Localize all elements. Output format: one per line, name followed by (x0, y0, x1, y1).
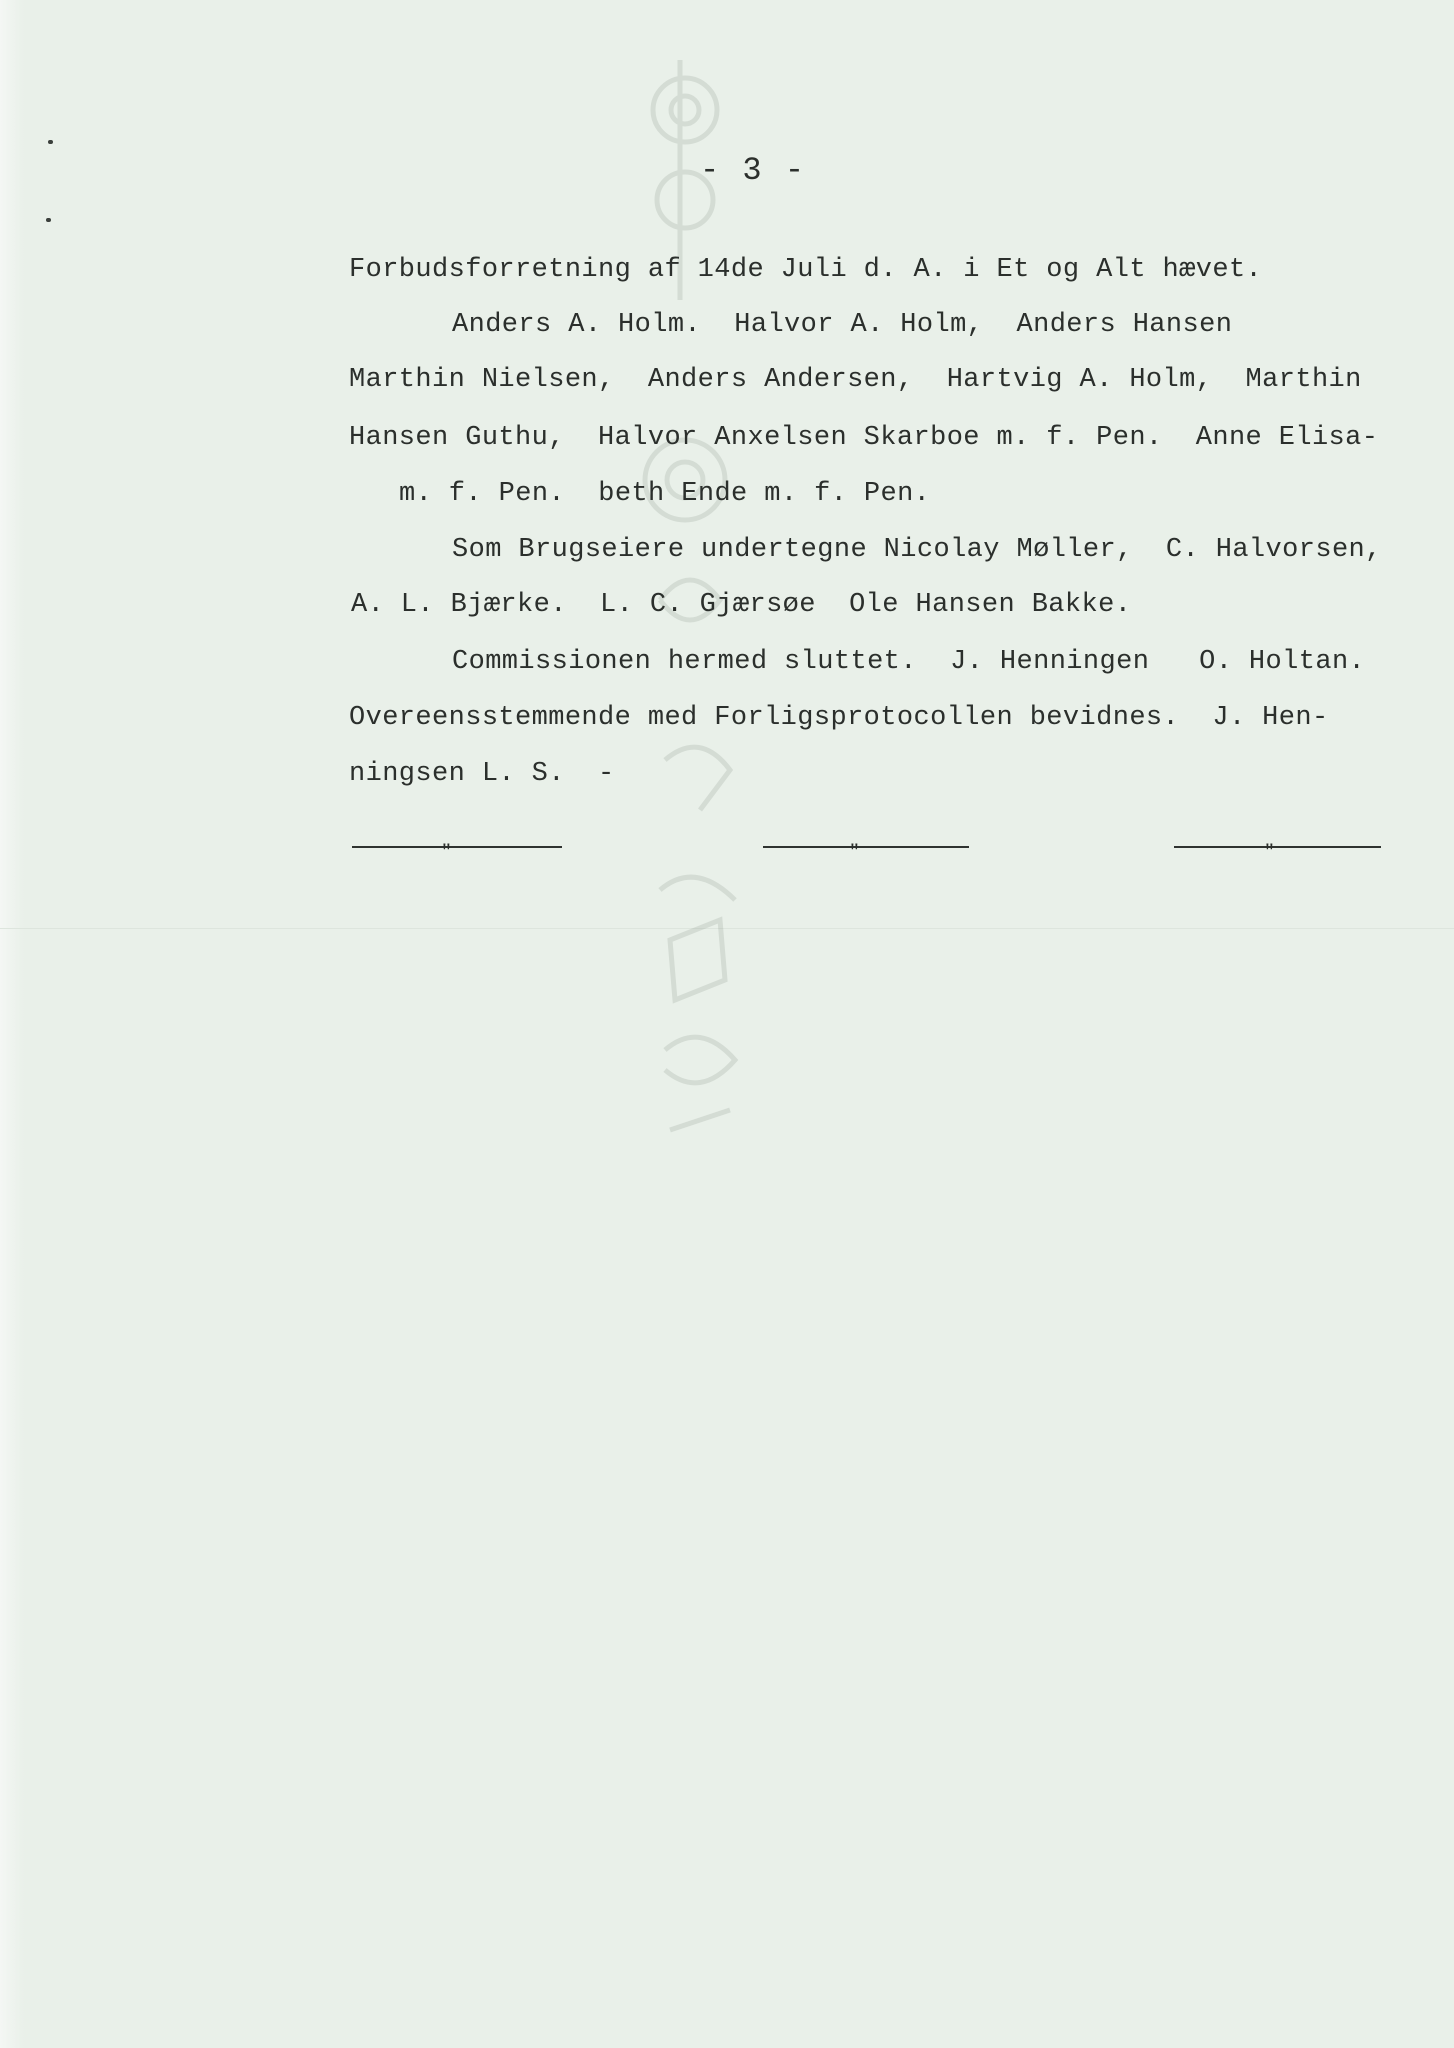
ditto-mark: " (849, 843, 860, 863)
text-line: Anders A. Holm. Halvor A. Holm, Anders Hansen (452, 310, 1233, 340)
text-line: m. f. Pen. beth Ende m. f. Pen. (399, 479, 931, 509)
text-line: A. L. Bjærke. L. C. Gjærsøe Ole Hansen Bakke. (351, 590, 1132, 620)
ditto-rule (1174, 846, 1381, 848)
margin-mark (48, 140, 53, 144)
ditto-rule (763, 846, 969, 848)
text-line: Forbudsforretning af 14de Juli d. A. i Et og Alt hævet. (349, 255, 1263, 285)
ditto-rule (352, 846, 562, 848)
text-line: Marthin Nielsen, Anders Andersen, Hartvig A. Holm, Marthin (349, 365, 1362, 395)
ditto-mark: " (441, 843, 452, 863)
text-line: Som Brugseiere undertegne Nicolay Møller, C. Halvorsen, (452, 535, 1382, 565)
text-line: Commissionen hermed sluttet. J. Henningen O. Holtan. (452, 647, 1366, 677)
text-line: Overeensstemmende med Forligsprotocollen bevidnes. J. Hen- (349, 703, 1329, 733)
text-line: ningsen L. S. - (349, 759, 615, 789)
page-number: - 3 - (700, 152, 807, 189)
text-line: Hansen Guthu, Halvor Anxelsen Skarboe m. f. Pen. Anne Elisa- (349, 423, 1379, 453)
margin-mark (46, 218, 51, 222)
ditto-mark: " (1264, 843, 1275, 863)
page-edge (0, 0, 24, 2048)
